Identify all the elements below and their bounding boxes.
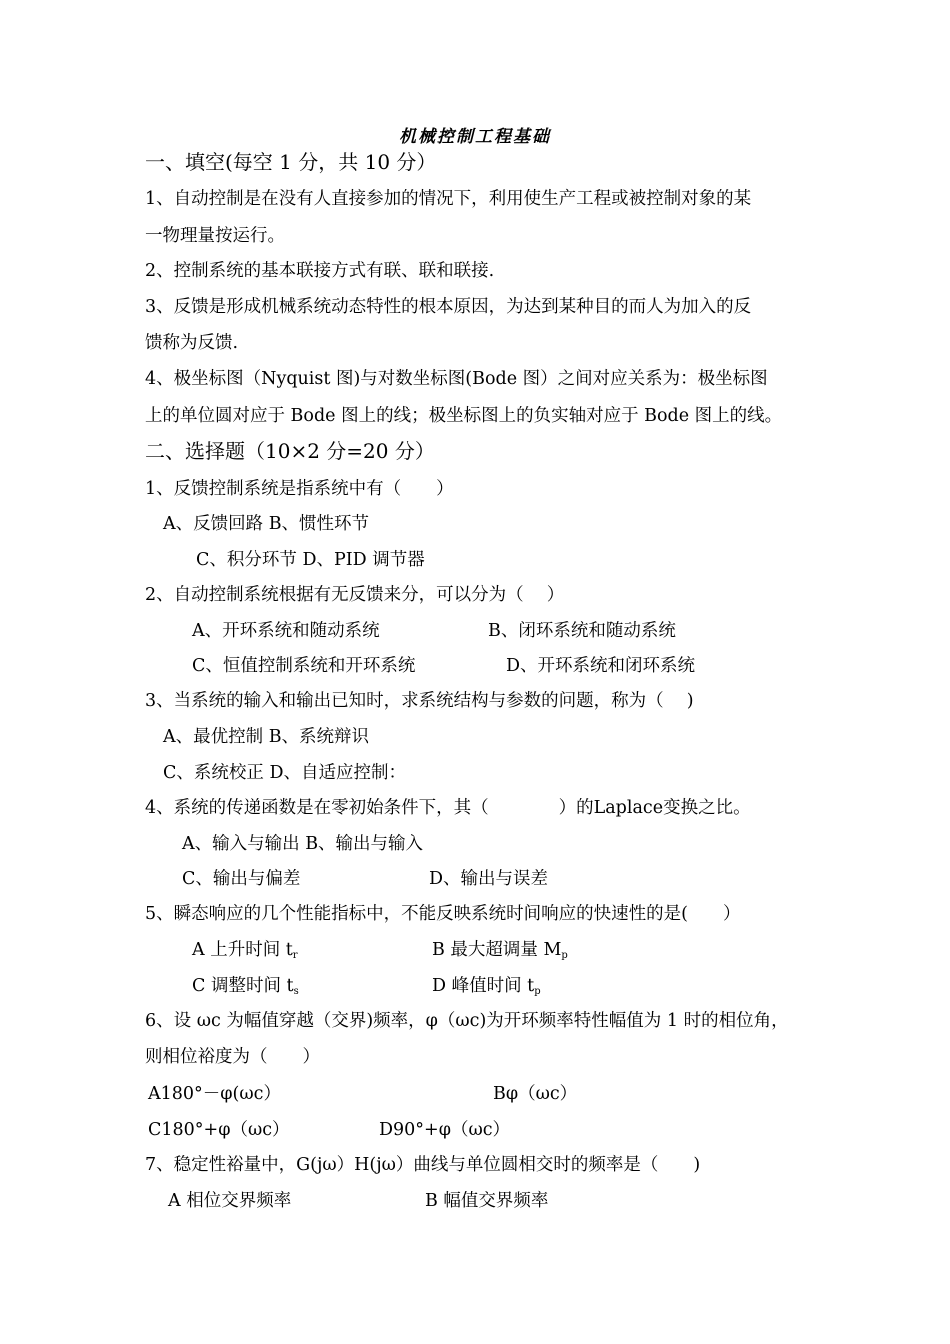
choice-q3-options-cd: C、系统校正 D、自适应控制：	[163, 763, 406, 783]
choice-q1: 1、反馈控制系统是指系统中有（ ）	[145, 479, 454, 499]
choice-q7: 7、稳定性裕量中，G(jω）H(jω）曲线与单位圆相交时的频率是（ )	[145, 1155, 701, 1175]
choice-q7-option-b: B 幅值交界频率	[425, 1191, 549, 1211]
choice-q6-option-b: Bφ（ωc）	[493, 1084, 578, 1104]
fill-q4-line1: 4、极坐标图（Nyquist 图)与对数坐标图(Bode 图）之间对应关系为：极坐标图	[145, 369, 768, 389]
choice-q5-option-b: B 最大超调量 $M_p$	[432, 940, 568, 961]
section1-heading: 一、填空(每空 1 分，共 10 分）	[145, 150, 437, 174]
choice-q4-option-c: C、输出与偏差	[182, 869, 301, 889]
choice-q3-options-ab: A、最优控制 B、系统辩识	[163, 727, 370, 747]
choice-q6-option-d: D90°+φ（ωc）	[379, 1120, 511, 1140]
choice-q6-line2: 则相位裕度为（ ）	[145, 1047, 320, 1067]
fill-q1-line2: 一物理量按运行。	[145, 226, 285, 246]
choice-q5-option-d: D 峰值时间 $t_p$	[432, 976, 541, 997]
fill-q2: 2、控制系统的基本联接方式有联、联和联接.	[145, 261, 495, 281]
choice-q6-option-c: C180°+φ（ωc）	[148, 1120, 290, 1140]
choice-q2-option-d: D、开环系统和闭环系统	[506, 656, 696, 676]
choice-q5: 5、瞬态响应的几个性能指标中，不能反映系统时间响应的快速性的是( ）	[145, 904, 741, 924]
choice-q4-options-ab: A、输入与输出 B、输出与输入	[182, 834, 424, 854]
choice-q7-option-a: A 相位交界频率	[168, 1191, 292, 1211]
fill-q1-line1: 1、自动控制是在没有人直接参加的情况下，利用使生产工程或被控制对象的某	[145, 189, 752, 209]
choice-q2-option-b: B、闭环系统和随动系统	[488, 621, 676, 641]
choice-q2-option-a: A、开环系统和随动系统	[192, 621, 380, 641]
choice-q5-option-c: C 调整时间 $t_s$	[192, 976, 299, 997]
choice-q1-options-cd: C、积分环节 D、PID 调节器	[196, 550, 425, 570]
section2-heading: 二、选择题（10×2 分=20 分）	[145, 439, 435, 463]
choice-q2: 2、自动控制系统根据有无反馈来分，可以分为（ ）	[145, 585, 565, 605]
choice-q4-option-d: D、输出与误差	[429, 869, 549, 889]
choice-q2-option-c: C、恒值控制系统和开环系统	[192, 656, 416, 676]
choice-q5-option-a: A 上升时间 $t_r$	[192, 940, 298, 961]
choice-q3: 3、当系统的输入和输出已知时，求系统结构与参数的问题，称为（ )	[145, 691, 694, 711]
document-title: 机械控制工程基础	[399, 127, 551, 147]
choice-q6-line1: 6、设 ωc 为幅值穿越（交界)频率，φ（ωc)为开环频率特性幅值为 1 时的相位角，	[145, 1011, 789, 1031]
choice-q1-options-ab: A、反馈回路 B、惯性环节	[163, 514, 370, 534]
fill-q3-line1: 3、反馈是形成机械系统动态特性的根本原因，为达到某种目的而人为加入的反	[145, 297, 752, 317]
choice-q4: 4、系统的传递函数是在零初始条件下，其（ ）的Laplace变换之比。	[145, 798, 751, 818]
fill-q3-line2: 馈称为反馈.	[145, 333, 239, 353]
fill-q4-line2: 上的单位圆对应于 Bode 图上的线；极坐标图上的负实轴对应于 Bode 图上的线。	[145, 406, 783, 426]
choice-q6-option-a: A180°－φ(ωc）	[148, 1084, 281, 1104]
